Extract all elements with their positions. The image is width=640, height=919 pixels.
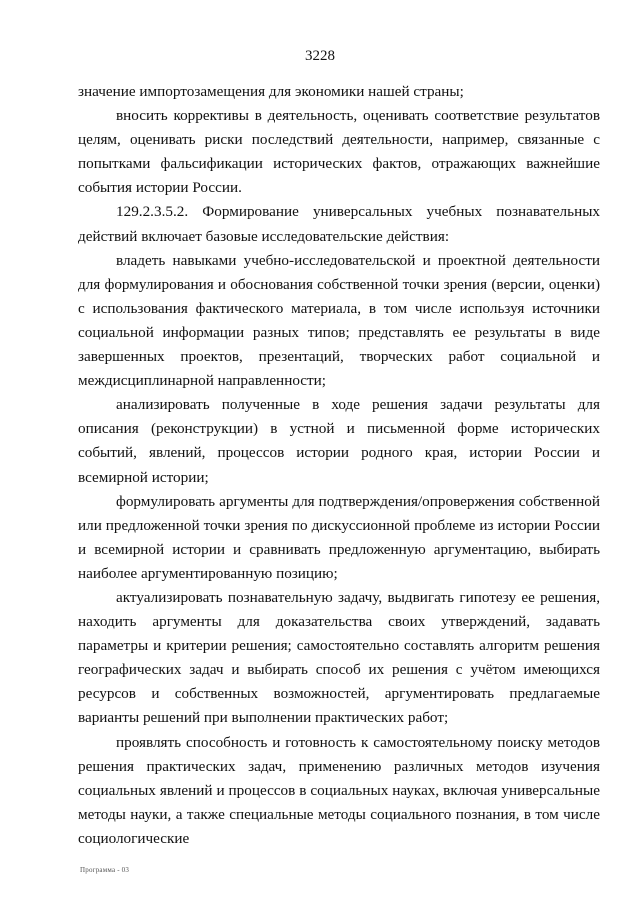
paragraph-formulate-arguments: формулировать аргументы для подтверждения/опровержения собственной или предложенной точки зрения по дискуссионной проблеме из истории России и всемирной истории и сравнивать предложенную аргументацию, выбирать наиболее аргументированную позицию; (78, 492, 600, 582)
paragraph-import-substitution: значение импортозамещения для экономики нашей страны; (78, 83, 464, 100)
paragraph-analyze-results: анализировать полученные в ходе решения задачи результаты для описания (реконструкции) в устной и письменной форме исторических событий, явлений, процессов истории родного края, истории России и всемирной истории; (78, 396, 600, 486)
paragraph-adjust-activity: вносить коррективы в деятельность, оценивать соответствие результатов целям, оценивать риски последствий деятельности, например, связанные с попытками фальсификации исторических фактов, отражающих важнейшие события истории России. (78, 107, 600, 197)
page-body (78, 80, 600, 851)
page-number: 3228 (305, 48, 335, 64)
paragraph-show-ability: проявлять способность и готовность к самостоятельному поиску методов решения практических задач, применению различных методов изучения социальных явлений и процессов в социальных науках, включая универсальные методы науки, а также специальные методы социального познания, в том числе социологические (78, 733, 600, 847)
paragraph-research-skills: владеть навыками учебно-исследовательской и проектной деятельности для формулирования и обоснования собственной точки зрения (версии, оценки) с использования фактического материала, в том числе используя источники социальной информации разных типов; представлять ее результаты в виде завершенных проектов, презентаций, творческих работ социальной и междисциплинарной направленности; (78, 251, 600, 390)
page-footer: Программа - 03 (80, 866, 130, 874)
paragraph-actualize-task: актуализировать познавательную задачу, выдвигать гипотезу ее решения, находить аргументы для доказательства своих утверждений, задавать параметры и критерии решения; самостоятельно составлять алгоритм решения географических задач и выбирать способ их решения с учётом имеющихся ресурсов и собственных возможностей, аргументировать предлагаемые варианты решений при выполнении практических работ; (78, 588, 600, 727)
paragraph-section-heading: 129.2.3.5.2. Формирование универсальных учебных познавательных действий включает базовые исследовательские действия: (78, 203, 600, 245)
